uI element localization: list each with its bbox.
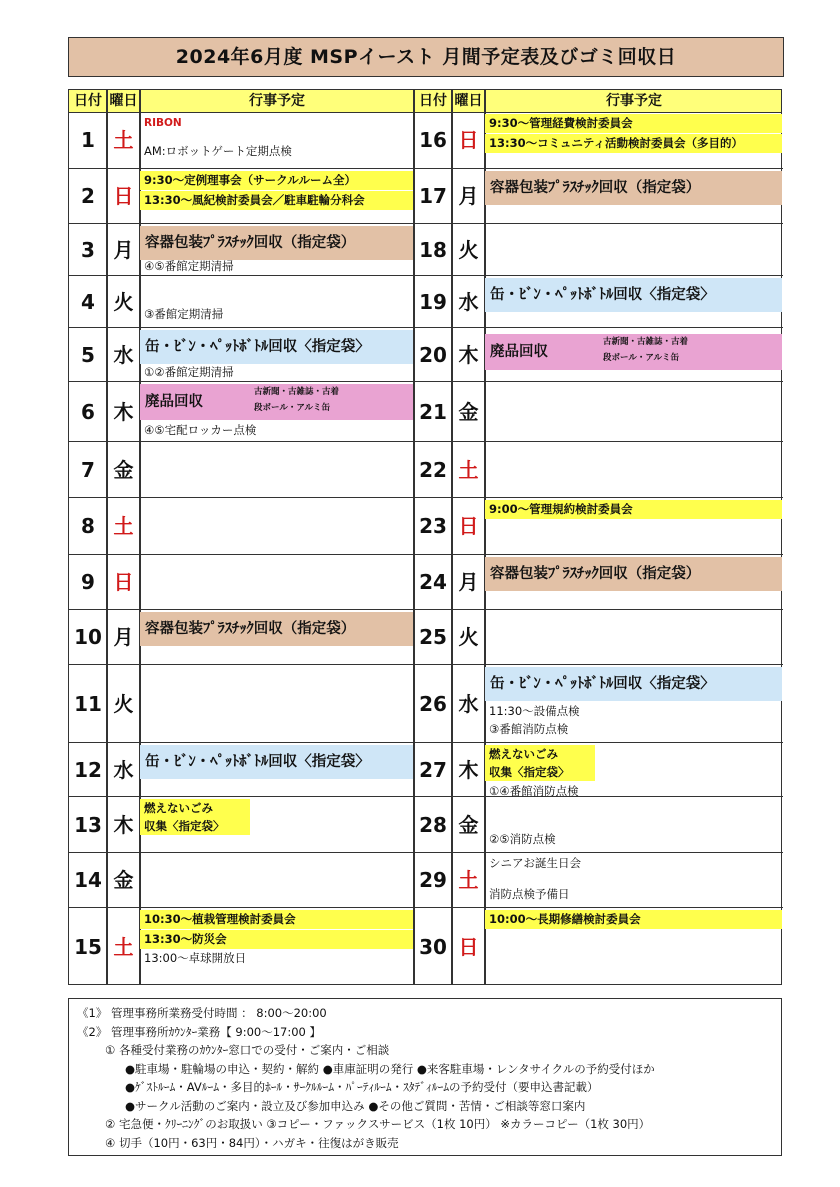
event-garbage-noncombustible: 燃えないごみ — [140, 799, 250, 817]
day-of-week: 金 — [113, 458, 134, 482]
day-of-week: 金 — [458, 400, 479, 424]
event-text: 廃品回収 — [490, 344, 548, 360]
day-of-week: 水 — [113, 758, 134, 782]
day-of-week: 日 — [458, 935, 479, 959]
event-text: ③番館定期清掃 — [144, 307, 224, 321]
day-of-week: 木 — [113, 813, 134, 837]
day-of-week: 日 — [113, 184, 134, 208]
day-number: 20 — [419, 343, 447, 367]
day-of-week: 水 — [458, 692, 479, 716]
day-number: 16 — [419, 128, 447, 152]
event-garbage: 容器包装ﾌﾟﾗｽﾁｯｸ回収（指定袋） — [485, 557, 782, 591]
day-number: 14 — [74, 868, 102, 892]
event-text: ②⑤消防点検 — [489, 832, 556, 846]
day-of-week: 火 — [113, 692, 134, 716]
day-number: 13 — [74, 813, 102, 837]
header-dow: 曜日 — [109, 93, 138, 109]
footer-line: ●ｹﾞｽﾄﾙｰﾑ・AVﾙｰﾑ・多目的ﾎｰﾙ・ｻｰｸﾙﾙｰﾑ・ﾊﾟｰﾃｨﾙｰﾑ・ｽﾀﾃﾞｨﾙｰﾑの予約受付（要申込書記載） — [125, 1080, 599, 1094]
header-date: 日付 — [74, 93, 102, 109]
event-garbage-noncombustible: 収集〈指定袋〉 — [140, 817, 250, 835]
day-of-week: 火 — [458, 238, 479, 262]
footer-line: 《1》 管理事務所業務受付時間 ： 8:00～20:00 — [77, 1006, 327, 1020]
day-of-week: 土 — [113, 128, 134, 152]
day-number: 10 — [74, 625, 102, 649]
day-number: 7 — [81, 458, 95, 482]
day-of-week: 火 — [458, 625, 479, 649]
event-garbage: 缶・ﾋﾞﾝ・ﾍﾟｯﾄﾎﾞﾄﾙ回収〈指定袋〉 — [140, 330, 413, 364]
day-number: 19 — [419, 290, 447, 314]
day-number: 24 — [419, 570, 447, 594]
event-label: RIBON — [144, 117, 182, 129]
event-text: ①④番館消防点検 — [489, 784, 579, 798]
day-number: 8 — [81, 514, 95, 538]
day-number: 6 — [81, 400, 95, 424]
event-text: AM:ロボットゲート定期点検 — [144, 144, 292, 158]
day-number: 15 — [74, 935, 102, 959]
event-text: ①②番館定期清掃 — [144, 365, 234, 379]
event-meeting: 9:30～管理経費検討委員会 — [485, 114, 782, 133]
event-note: 段ボール・アルミ缶 — [603, 353, 679, 363]
event-text: 消防点検予備日 — [489, 887, 570, 901]
day-of-week: 日 — [458, 128, 479, 152]
footer-line: 《2》 管理事務所ｶｳﾝﾀｰ業務【 9:00～17:00 】 — [77, 1024, 321, 1039]
day-of-week: 金 — [113, 868, 134, 892]
day-number: 11 — [74, 692, 102, 716]
day-number: 30 — [419, 935, 447, 959]
day-of-week: 木 — [458, 758, 479, 782]
day-number: 28 — [419, 813, 447, 837]
footer-line: ④ 切手（10円・63円・84円）・ハガキ・往復はがき販売 — [105, 1135, 399, 1150]
event-text: 13:00～卓球開放日 — [144, 951, 247, 965]
day-number: 27 — [419, 758, 447, 782]
event-meeting: 9:30～定例理事会（サークルルーム全） — [140, 171, 413, 190]
day-number: 26 — [419, 692, 447, 716]
day-of-week: 土 — [113, 514, 134, 538]
day-of-week: 月 — [113, 238, 134, 262]
event-garbage: 缶・ﾋﾞﾝ・ﾍﾟｯﾄﾎﾞﾄﾙ回収〈指定袋〉 — [140, 745, 413, 779]
footer-line: ●駐車場・駐輪場の申込・契約・解約 ●車庫証明の発行 ●来客駐車場・レンタサイクルの予約受付ほか — [125, 1061, 655, 1076]
day-number: 25 — [419, 625, 447, 649]
event-garbage: 容器包装ﾌﾟﾗｽﾁｯｸ回収（指定袋） — [485, 171, 782, 205]
event-note: 古新聞・古雑誌・古着 — [254, 387, 340, 397]
page-title: 2024年6月度 MSPイースト 月間予定表及びゴミ回収日 — [68, 37, 784, 77]
day-of-week: 金 — [458, 813, 479, 837]
day-of-week: 水 — [113, 343, 134, 367]
day-of-week: 木 — [113, 400, 134, 424]
day-of-week: 火 — [113, 290, 134, 314]
header-date: 日付 — [419, 93, 447, 109]
event-garbage: 容器包装ﾌﾟﾗｽﾁｯｸ回収（指定袋） — [140, 226, 413, 260]
day-number: 5 — [81, 343, 95, 367]
footer-notes — [68, 998, 782, 1156]
day-of-week: 日 — [113, 570, 134, 594]
event-text: 11:30～設備点検 — [489, 704, 580, 718]
day-of-week: 水 — [458, 290, 479, 314]
day-number: 22 — [419, 458, 447, 482]
calendar-table — [68, 89, 782, 985]
event-note: 段ボール・アルミ缶 — [254, 403, 330, 413]
day-number: 12 — [74, 758, 102, 782]
event-garbage-bulk — [485, 334, 782, 370]
event-text: ③番館消防点検 — [489, 722, 569, 736]
event-garbage: 缶・ﾋﾞﾝ・ﾍﾟｯﾄﾎﾞﾄﾙ回収〈指定袋〉 — [485, 667, 782, 701]
day-number: 9 — [81, 570, 95, 594]
footer-line: ② 宅急便・ｸﾘｰﾆﾝｸﾞのお取扱い ③コピー・ファックスサービス（1枚 10円） ※カラーコピー（1枚 30円） — [105, 1117, 651, 1131]
day-number: 1 — [81, 128, 95, 152]
event-garbage-bulk — [140, 384, 413, 420]
event-text: 廃品回収 — [145, 394, 203, 410]
event-text: ④⑤番館定期清掃 — [144, 259, 234, 273]
event-text: ④⑤宅配ロッカー点検 — [144, 423, 257, 437]
day-number: 4 — [81, 290, 95, 314]
header-dow: 曜日 — [454, 93, 483, 109]
event-meeting: 9:00～管理規約検討委員会 — [485, 500, 782, 519]
event-garbage: 容器包装ﾌﾟﾗｽﾁｯｸ回収（指定袋） — [140, 612, 413, 646]
day-number: 29 — [419, 868, 447, 892]
event-meeting: 13:30～防災会 — [140, 930, 413, 949]
day-of-week: 土 — [458, 868, 479, 892]
event-text: シニアお誕生日会 — [489, 856, 581, 870]
day-of-week: 月 — [458, 570, 479, 594]
event-garbage: 缶・ﾋﾞﾝ・ﾍﾟｯﾄﾎﾞﾄﾙ回収〈指定袋〉 — [485, 278, 782, 312]
event-garbage-noncombustible: 収集〈指定袋〉 — [485, 763, 595, 781]
header-events: 行事予定 — [606, 93, 662, 109]
footer-line: ●サークル活動のご案内・設立及び参加申込み ●その他ご質問・苦情・ご相談等窓口案内 — [125, 1098, 586, 1113]
day-of-week: 月 — [113, 625, 134, 649]
header-events: 行事予定 — [249, 93, 305, 109]
day-number: 3 — [81, 238, 95, 262]
day-of-week: 月 — [458, 184, 479, 208]
day-number: 18 — [419, 238, 447, 262]
event-note: 古新聞・古雑誌・古着 — [603, 337, 689, 347]
footer-line: ① 各種受付業務のｶｳﾝﾀｰ窓口での受付・ご案内・ご相談 — [105, 1043, 390, 1057]
day-number: 23 — [419, 514, 447, 538]
day-of-week: 日 — [458, 514, 479, 538]
day-number: 21 — [419, 400, 447, 424]
event-meeting: 13:30～風紀検討委員会／駐車駐輪分科会 — [140, 191, 413, 210]
day-number: 2 — [81, 184, 95, 208]
day-number: 17 — [419, 184, 447, 208]
day-of-week: 土 — [113, 935, 134, 959]
event-meeting: 13:30～コミュニティ活動検討委員会（多目的） — [485, 134, 782, 153]
event-meeting: 10:30～植栽管理検討委員会 — [140, 910, 413, 929]
event-garbage-noncombustible: 燃えないごみ — [485, 745, 595, 763]
event-meeting: 10:00～長期修繕検討委員会 — [485, 910, 782, 929]
day-of-week: 木 — [458, 343, 479, 367]
day-of-week: 土 — [458, 458, 479, 482]
